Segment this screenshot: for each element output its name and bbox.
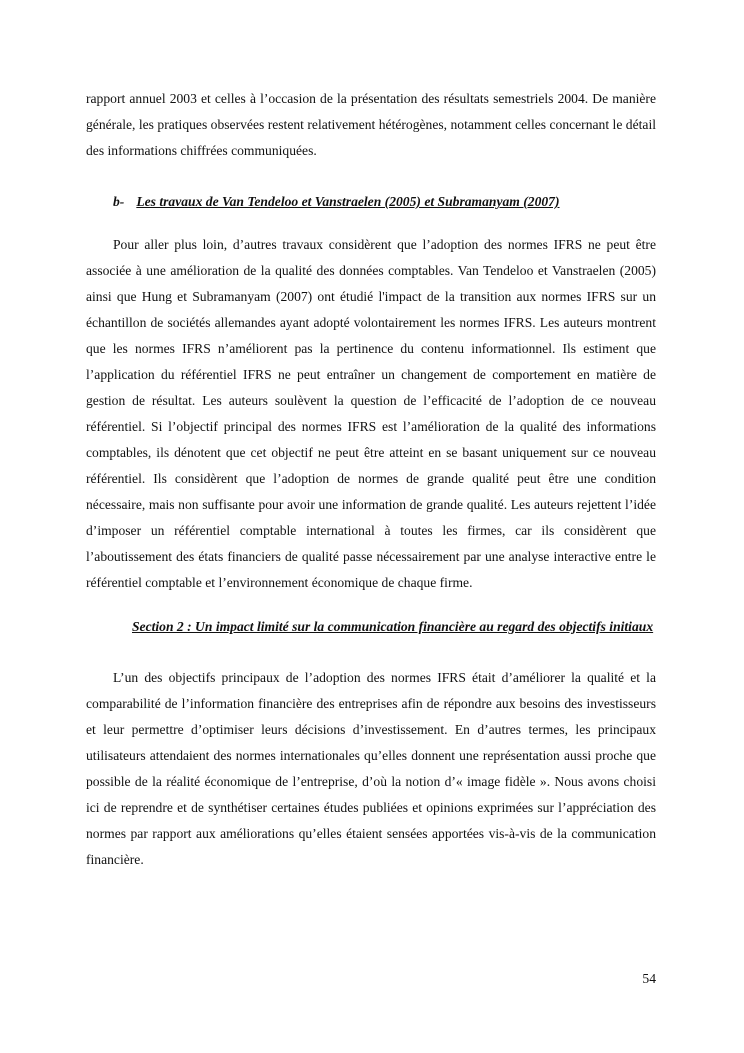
subsection-heading <box>86 189 656 215</box>
spacer <box>86 596 656 614</box>
subsection-title: Les travaux de Van Tendeloo et Vanstraelen (2005) et Subramanyam (2007) <box>136 194 560 209</box>
spacer <box>86 164 656 189</box>
spacer <box>86 215 656 232</box>
subsection-label: b- <box>113 194 125 209</box>
spacer <box>86 640 656 665</box>
section-paragraph: L’un des objectifs principaux de l’adoption des normes IFRS était d’améliorer la qualité et la comparabilité de l’information financière des entreprises afin de répondre aux besoins des investisseurs et leur permettre d’optimiser leurs décisions d’investissement. En d’autres termes, les principaux utilisateurs attendaient des normes internationales qu’elles donnent une représentation aussi proche que possible de la réalité économique de l’entreprise, d’où la notion d’« image fidèle ». Nous avons choisi ici de reprendre et de synthétiser certaines études publiées et opinions exprimées sur l’appréciation des normes par rapport aux améliorations qu’elles étaient sensées apportées vis-à-vis de la communication financière. <box>86 670 656 867</box>
continued-paragraph: rapport annuel 2003 et celles à l’occasion de la présentation des résultats semestriels 2004. De manière générale, les pratiques observées restent relativement hétérogènes, notamment celles concernant le détail des informations chiffrées communiquées. <box>86 91 656 158</box>
page-number: 54 <box>642 971 656 986</box>
page-body <box>86 86 656 873</box>
section-heading: Section 2 : Un impact limité sur la communication financière au regard des objectifs initiaux <box>132 619 654 634</box>
subsection-paragraph: Pour aller plus loin, d’autres travaux considèrent que l’adoption des normes IFRS ne peut être associée à une amélioration de la qualité des données comptables. Van Tendeloo et Vanstraelen (2005) ainsi que Hung et Subramanyam (2007) ont étudié l'impact de la transition aux normes IFRS sur un échantillon de sociétés allemandes ayant adopté volontairement les normes IFRS. Les auteurs montrent que les normes IFRS n’améliorent pas la pertinence du contenu informationnel. Ils estiment que l’application du référentiel IFRS ne peut entraîner un changement de comportement en matière de gestion de résultat. Les auteurs soulèvent la question de l’efficacité de l’adoption de ce nouveau référentiel. Si l’objectif principal des normes IFRS est l’amélioration de la qualité des informations comptables, ils dénotent que cet objectif ne peut être atteint en se basant uniquement sur ce nouveau référentiel. Ils considèrent que l’adoption de normes de grande qualité peut être une condition nécessaire, mais non suffisante pour avoir une information de grande qualité. Les auteurs rejettent l’idée d’imposer un référentiel comptable international à toutes les firmes, car ils considèrent que l’aboutissement des états financiers de qualité passe nécessairement par une analyse interactive entre le référentiel comptable et l’environnement économique de chaque firme. <box>86 237 656 590</box>
